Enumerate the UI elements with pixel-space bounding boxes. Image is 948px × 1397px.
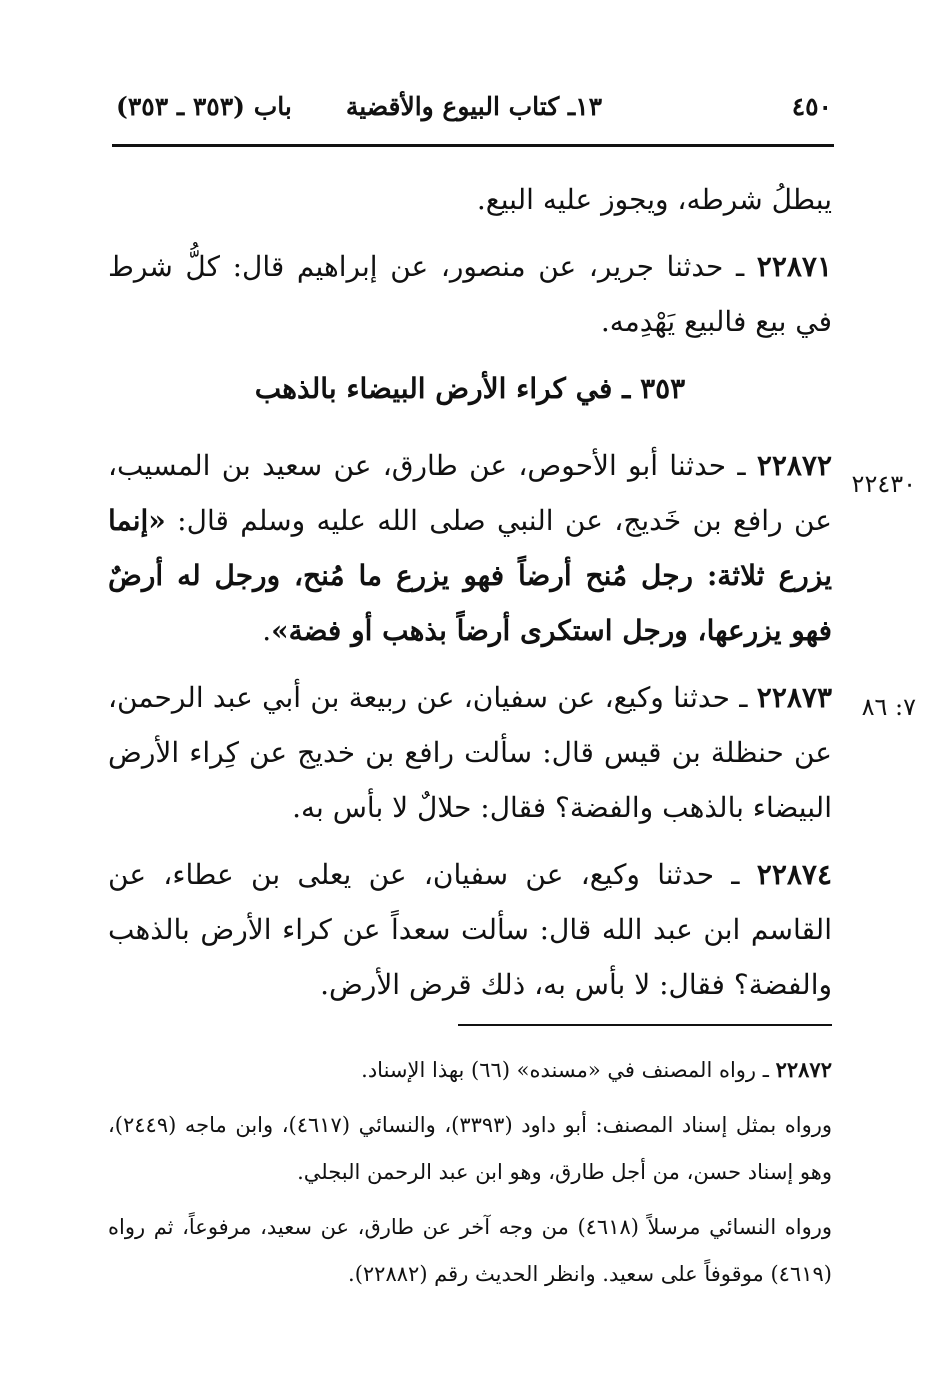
chapter-range: باب (٣٥٣ ـ ٣٥٣) <box>116 92 292 121</box>
hadith-number: ٢٢٨٧٤ <box>756 858 832 891</box>
footnote-rule <box>458 1024 832 1026</box>
hadith-text: ـ حدثنا وكيع، عن سفيان، عن ربيعة بن أبي عبد الرحمن، عن حنظلة بن قيس قال: سألت رافع بن خديج عن كِراء الأرض البيضاء بالذهب والفضة؟ فقال: حلالٌ لا بأس به. <box>108 681 833 824</box>
footnote-2: ورواه بمثل إسناد المصنف: أبو داود (٣٣٩٣)، والنسائي (٤٦١٧)، وابن ماجه (٢٤٤٩)، وهو إسناد حسن، من أجل طارق، وهو ابن عبد الرحمن البجلي. <box>108 1113 832 1184</box>
hadith-number: ٢٢٨٧٢ <box>756 449 833 482</box>
book-title: ١٣ـ كتاب البيوع والأقضية <box>345 92 603 121</box>
footnotes <box>108 1046 832 1306</box>
prophetic-saying: «إنما يزرع ثلاثة: رجل مُنح أرضاً فهو يزرع ما مُنح، ورجل له أرضٌ فهو يزرعها، ورجل استكرى أرضاً بذهب أو فضة» <box>108 504 832 647</box>
header-rule <box>112 144 834 147</box>
hadith-text: ـ حدثنا جرير، عن منصور، عن إبراهيم قال: كلُّ شرط في بيع فالبيع يَهْدِمه. <box>108 250 832 338</box>
running-header <box>116 92 832 128</box>
hadith-22873 <box>108 670 832 835</box>
hadith-22872 <box>108 438 832 658</box>
hadith-text: ـ حدثنا أبو الأحوص، عن طارق، عن سعيد بن المسيب، عن رافع بن خَديج، عن النبي صلى الله عليه وسلم قال: <box>108 449 832 537</box>
hadith-number: ٢٢٨٧١ <box>756 250 832 283</box>
footnote-3: ورواه النسائي مرسلاً (٤٦١٨) من وجه آخر عن طارق، عن سعيد، مرفوعاً، ثم رواه (٤٦١٩) موقوفاً على سعيد. وانظر الحديث رقم (٢٢٨٨٢). <box>108 1215 832 1286</box>
hadith-22871 <box>108 239 832 349</box>
footnote-1 <box>108 1046 832 1094</box>
margin-reference-22873: ٧: ٨٦ <box>861 693 916 721</box>
page-number: ٤٥٠ <box>791 92 832 121</box>
footnote-number: ٢٢٨٧٢ <box>775 1057 832 1082</box>
hadith-text: ـ حدثنا وكيع، عن سفيان، عن يعلى بن عطاء، عن القاسم ابن عبد الله قال: سألت سعداً عن كراء الأرض بالذهب والفضة؟ فقال: لا بأس به، ذلك قرض الأرض. <box>108 858 832 1001</box>
hadith-22874 <box>108 847 832 1012</box>
margin-reference-22872: ٢٢٤٣٠ <box>851 470 916 498</box>
footnote-text: ـ رواه المصنف في «مسنده» (٦٦) بهذا الإسناد. <box>361 1058 769 1082</box>
hadith-text-end: . <box>262 614 272 647</box>
chapter-heading: ٣٥٣ ـ في كراء الأرض البيضاء بالذهب <box>254 372 686 405</box>
hadith-number: ٢٢٨٧٣ <box>756 681 832 714</box>
main-text <box>108 172 832 1024</box>
continuation-paragraph: يبطلُ شرطه، ويجوز عليه البيع. <box>476 183 832 216</box>
